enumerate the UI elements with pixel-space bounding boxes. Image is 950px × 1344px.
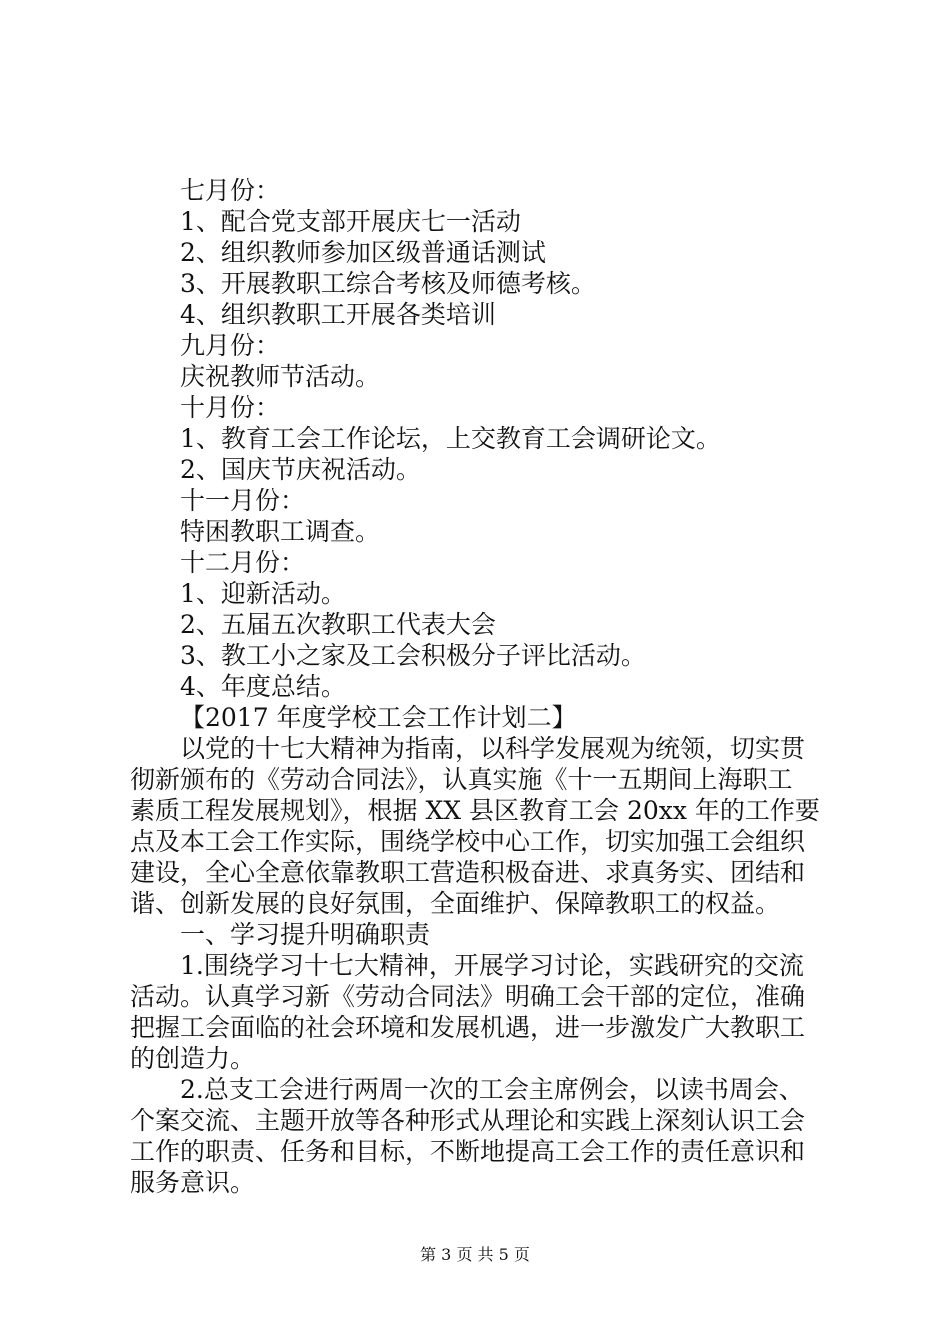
month-heading-november: 十一月份： <box>180 486 306 515</box>
paragraph-line: 个案交流、主题开放等各种形式从理论和实践上深刻认识工会 <box>130 1106 806 1135</box>
paragraph-line: 服务意识。 <box>130 1168 256 1197</box>
october-item-2: 2、国庆节庆祝活动。 <box>180 455 421 484</box>
month-heading-july: 七月份： <box>180 176 281 205</box>
paragraph-line: 点及本工会工作实际，围绕学校中心工作，切实加强工会组织 <box>130 827 806 856</box>
july-item-2: 2、组织教师参加区级普通话测试 <box>180 238 546 267</box>
subsection-heading: 一、学习提升明确职责 <box>180 920 431 949</box>
july-item-3: 3、开展教职工综合考核及师德考核。 <box>180 269 596 298</box>
paragraph-line: 以党的十七大精神为指南，以科学发展观为统领，切实贯 <box>180 734 806 763</box>
july-item-1: 1、配合党支部开展庆七一活动 <box>180 207 521 236</box>
december-item-2: 2、五届五次教职工代表大会 <box>180 610 496 639</box>
paragraph-line: 工作的职责、任务和目标，不断地提高工会工作的责任意识和 <box>130 1137 806 1166</box>
september-item: 庆祝教师节活动。 <box>180 362 381 391</box>
july-item-4: 4、组织教职工开展各类培训 <box>180 300 496 329</box>
paragraph-line: 彻新颁布的《劳动合同法》，认真实施《十一五期间上海职工 <box>130 765 793 794</box>
december-item-4: 4、年度总结。 <box>180 672 346 701</box>
month-heading-october: 十月份： <box>180 393 281 422</box>
page-footer: 第 3 页 共 5 页 <box>420 1245 530 1264</box>
paragraph-line: 的创造力。 <box>130 1044 256 1073</box>
october-item-1: 1、教育工会工作论坛，上交教育工会调研论文。 <box>180 424 721 453</box>
november-item: 特困教职工调查。 <box>180 517 381 546</box>
paragraph-line: 活动。认真学习新《劳动合同法》明确工会干部的定位，准确 <box>130 982 806 1011</box>
paragraph-line: 2.总支工会进行两周一次的工会主席例会，以读书周会、 <box>180 1075 804 1104</box>
paragraph-line: 把握工会面临的社会环境和发展机遇，进一步激发广大教职工 <box>130 1013 806 1042</box>
section-title: 【2017 年度学校工会工作计划二】 <box>180 703 577 732</box>
month-heading-september: 九月份： <box>180 331 281 360</box>
december-item-1: 1、迎新活动。 <box>180 579 346 608</box>
month-heading-december: 十二月份： <box>180 548 306 577</box>
december-item-3: 3、教工小之家及工会积极分子评比活动。 <box>180 641 646 670</box>
paragraph-line: 素质工程发展规划》，根据 XX 县区教育工会 20xx 年的工作要 <box>130 796 820 825</box>
paragraph-line: 建设，全心全意依靠教职工营造积极奋进、求真务实、团结和 <box>130 858 806 887</box>
paragraph-line: 1.围绕学习十七大精神，开展学习讨论，实践研究的交流 <box>180 951 804 980</box>
paragraph-line: 谐、创新发展的良好氛围，全面维护、保障教职工的权益。 <box>130 889 781 918</box>
